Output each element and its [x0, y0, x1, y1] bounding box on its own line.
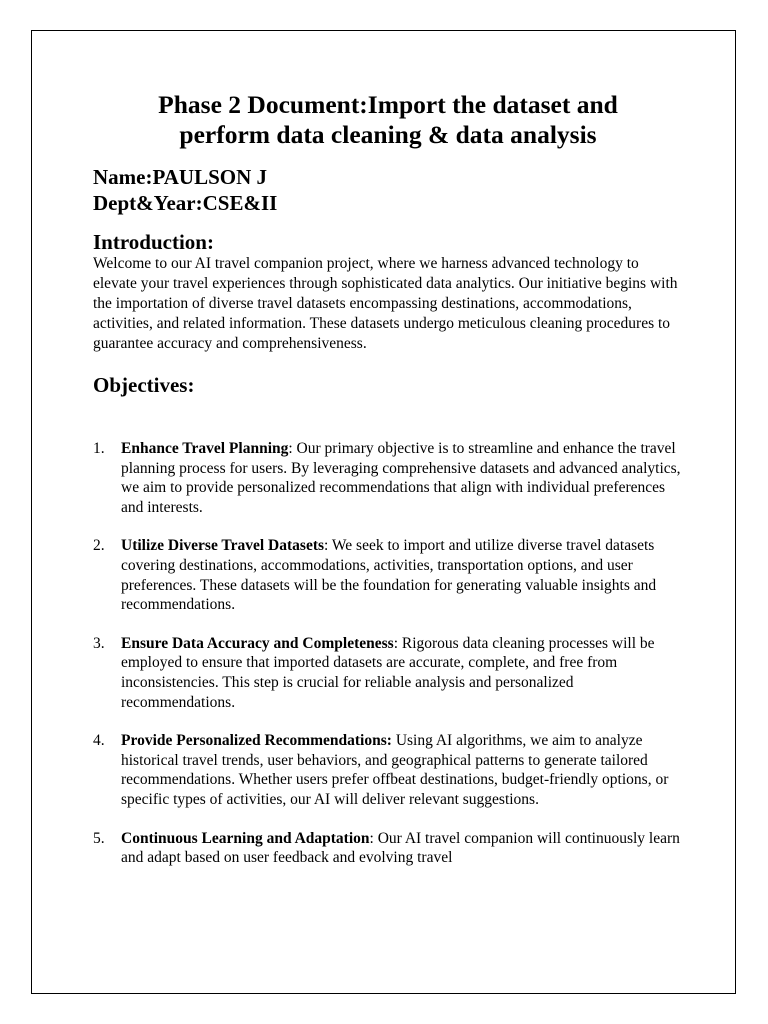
- objective-item: [93, 634, 683, 712]
- objective-number: 5.: [93, 829, 105, 847]
- objectives-heading: Objectives:: [93, 373, 195, 397]
- objective-text: : We seek to import and utilize diverse travel datasets covering destinations, accommodations, activities, transportation options, and user preferences. These datasets will be the foundation for generating valuable insights and recommendations.: [121, 537, 657, 614]
- introduction-heading: Introduction:: [93, 230, 214, 254]
- author-info: [93, 164, 683, 216]
- objective-text: : Rigorous data cleaning processes will be employed to ensure that imported datasets are accurate, complete, and free from inconsistencies. This step is crucial for reliable analysis and personalized recommendations.: [121, 634, 655, 711]
- objective-number: 4.: [93, 732, 105, 750]
- title-line-1: Phase 2 Document:Import the dataset and: [158, 90, 618, 119]
- document-title: [93, 90, 683, 150]
- objective-title: Provide Personalized Recommendations:: [121, 732, 392, 750]
- objective-title: Ensure Data Accuracy and Completeness: [121, 634, 394, 652]
- objective-text: : Our primary objective is to streamline and enhance the travel planning process for users. By leveraging comprehensive datasets and advanced analytics, we aim to provide personalized recommendations that align with individual preferences and interests.: [121, 440, 681, 516]
- objective-number: 1.: [93, 440, 105, 457]
- author-name: Name:PAULSON J: [93, 165, 268, 189]
- objective-title: Continuous Learning and Adaptation: [121, 829, 370, 847]
- objective-title: Enhance Travel Planning: [121, 440, 289, 457]
- objective-text: : Our AI travel companion will continuously learn and adapt based on user feedback and evolving travel: [121, 829, 680, 867]
- objective-number: 3.: [93, 634, 105, 652]
- title-line-2: perform data cleaning & data analysis: [179, 120, 597, 149]
- document-body: [93, 90, 683, 887]
- objective-text: Using AI algorithms, we aim to analyze historical travel trends, user behaviors, and geographical patterns to generate tailored recommendations. Whether users prefer offbeat destinations, budget-friendly options, or specific types of activities, our AI will deliver relevant suggestions.: [121, 732, 669, 808]
- objectives-list: [93, 439, 683, 868]
- objective-title: Utilize Diverse Travel Datasets: [121, 537, 325, 555]
- introduction-text: Welcome to our AI travel companion project, where we harness advanced technology to elevate your travel experiences through sophisticated data analytics. Our initiative begins with the importation of diverse travel datasets encompassing destinations, accommodations, activities, and related information. These datasets undergo meticulous cleaning procedures to guarantee accuracy and comprehensiveness.: [93, 255, 678, 352]
- objective-item: [93, 829, 683, 868]
- objective-item: [93, 536, 683, 614]
- objective-item: [93, 439, 683, 517]
- dept-year: Dept&Year:CSE&II: [93, 191, 278, 215]
- objective-number: 2.: [93, 537, 105, 555]
- objective-item: [93, 731, 683, 809]
